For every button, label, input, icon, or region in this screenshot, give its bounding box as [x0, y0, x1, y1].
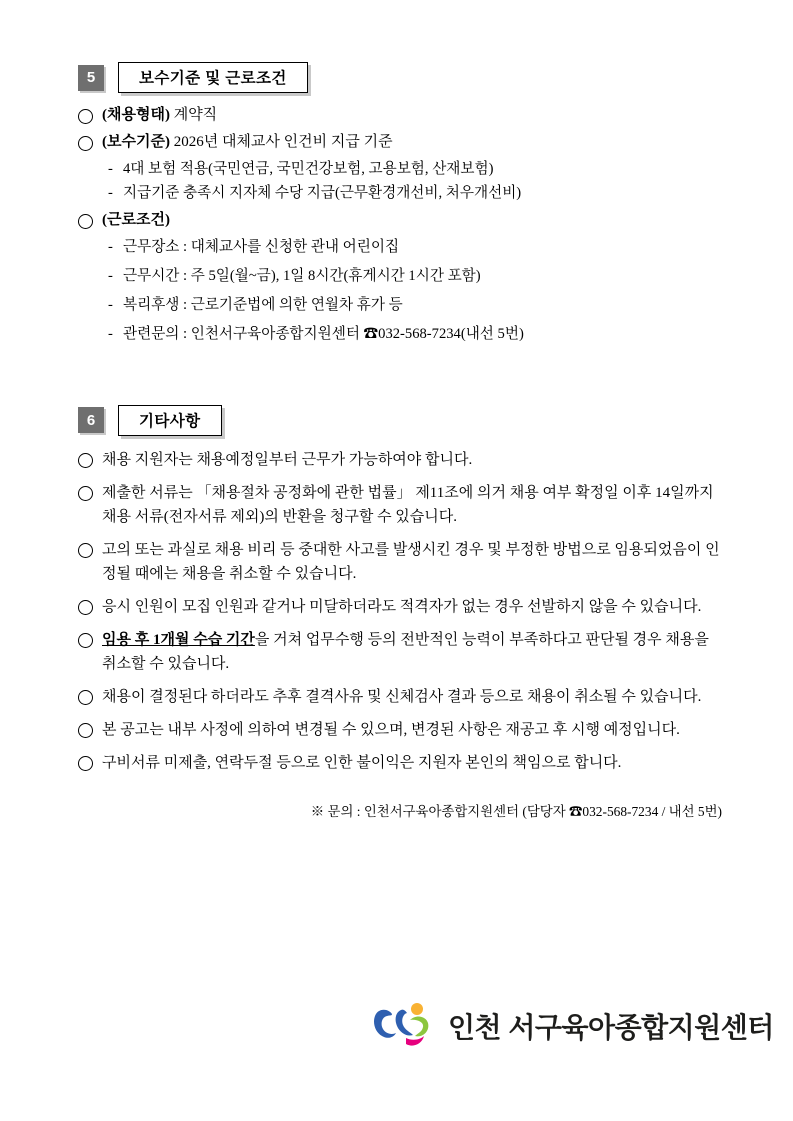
section-5-title: 보수기준 및 근로조건	[118, 62, 308, 93]
center-logo-icon	[370, 1000, 436, 1052]
list-item	[78, 210, 726, 232]
section-6-number: 6	[78, 407, 104, 433]
list-item	[78, 628, 726, 676]
list-item	[78, 132, 726, 154]
sub-list-item-text: 관련문의 : 인천서구육아종합지원센터 ☎032-568-7234(내선 5번)	[123, 325, 524, 342]
list-item-label: (보수기준)	[102, 133, 170, 150]
list-item	[78, 595, 726, 619]
sub-list-item-text: 지급기준 충족시 지자체 수당 지급(근무환경개선비, 처우개선비)	[123, 185, 522, 202]
circle-bullet-icon	[78, 723, 93, 738]
logo-text: 인천 서구육아종합지원센터	[448, 1012, 774, 1043]
list-item-body: 계약직	[169, 107, 218, 123]
list-item	[78, 448, 726, 472]
circle-bullet-icon	[78, 756, 93, 771]
list-item	[78, 718, 726, 742]
list-item-text	[102, 628, 726, 676]
dash-bullet-icon: -	[108, 160, 113, 177]
circle-bullet-icon	[78, 600, 93, 615]
sub-list-item-text: 근무시간 : 주 5일(월~금), 1일 8시간(휴게시간 1시간 포함)	[123, 267, 481, 284]
list-item-text	[102, 132, 726, 154]
section-5-number: 5	[78, 65, 104, 91]
contact-note: ※ 문의 : 인천서구육아종합지원센터 (담당자 ☎032-568-7234 / 내선 5번)	[310, 803, 722, 819]
list-item-text: 제출한 서류는 「채용절차 공정화에 관한 법률」 제11조에 의거 채용 여부 확정일 이후 14일까지 채용 서류(전자서류 제외)의 반환을 청구할 수 있습니다.	[102, 484, 714, 525]
list-item-label: (근로조건)	[102, 212, 170, 229]
list-item-text	[102, 105, 726, 127]
list-item	[78, 751, 726, 775]
dash-bullet-icon: -	[108, 296, 113, 313]
sub-list-item-text: 4대 보험 적용(국민연금, 국민건강보험, 고용보험, 산재보험)	[123, 160, 494, 177]
section-spacer	[78, 349, 726, 405]
sub-list-item-text: 복리후생 : 근로기준법에 의한 연월차 휴가 등	[123, 296, 403, 313]
section-6-title: 기타사항	[118, 405, 222, 436]
dash-bullet-icon: -	[108, 239, 113, 256]
list-item-text: 채용 지원자는 채용예정일부터 근무가 가능하여야 합니다.	[102, 451, 473, 468]
list-item-label: (채용형태)	[102, 107, 170, 123]
section-5	[78, 62, 726, 346]
sub-list-item	[108, 183, 726, 205]
list-item-body: 2026년 대체교사 인건비 지급 기준	[169, 133, 393, 150]
sub-list-item	[108, 237, 726, 259]
section-6	[78, 405, 726, 820]
document-content	[78, 62, 726, 820]
section-6-heading	[78, 405, 726, 436]
list-item-text: 구비서류 미제출, 연락두절 등으로 인한 불이익은 지원자 본인의 책임으로 합니다.	[102, 754, 622, 771]
circle-bullet-icon	[78, 109, 93, 124]
sub-list-item	[108, 266, 726, 288]
sub-list-item-text: 근무장소 : 대체교사를 신청한 관내 어린이집	[123, 239, 400, 256]
circle-bullet-icon	[78, 486, 93, 501]
dash-bullet-icon: -	[108, 185, 113, 202]
list-item-text: 고의 또는 과실로 채용 비리 등 중대한 사고를 발생시킨 경우 및 부정한 방법으로 임용되었음이 인정될 때에는 채용을 취소할 수 있습니다.	[102, 541, 720, 582]
list-item-emphasis: 임용 후 1개월 수습 기간	[102, 631, 255, 648]
sub-list-item	[108, 324, 726, 346]
section-5-heading	[78, 62, 726, 93]
circle-bullet-icon	[78, 543, 93, 558]
circle-bullet-icon	[78, 214, 93, 229]
list-item-text: 본 공고는 내부 사정에 의하여 변경될 수 있으며, 변경된 사항은 재공고 후 시행 예정입니다.	[102, 721, 680, 738]
dash-bullet-icon: -	[108, 325, 113, 342]
sub-list-item	[108, 295, 726, 317]
footer-logo	[370, 1000, 774, 1052]
circle-bullet-icon	[78, 136, 93, 151]
circle-bullet-icon	[78, 690, 93, 705]
list-item	[78, 685, 726, 709]
circle-bullet-icon	[78, 453, 93, 468]
list-item	[78, 538, 726, 586]
list-item	[78, 481, 726, 529]
list-item-text: 응시 인원이 모집 인원과 같거나 미달하더라도 적격자가 없는 경우 선발하지 않을 수 있습니다.	[102, 598, 702, 615]
list-item	[78, 105, 726, 127]
sub-list-item	[108, 159, 726, 181]
dash-bullet-icon: -	[108, 267, 113, 284]
circle-bullet-icon	[78, 633, 93, 648]
list-item-body: 을 거쳐 업무수행 등의 전반적인 능력이 부족하다고 판단될 경우 채용을 취소할 수 있습니다.	[102, 631, 709, 672]
list-item-text: 채용이 결정된다 하더라도 추후 결격사유 및 신체검사 결과 등으로 채용이 취소될 수 있습니다.	[102, 688, 702, 705]
